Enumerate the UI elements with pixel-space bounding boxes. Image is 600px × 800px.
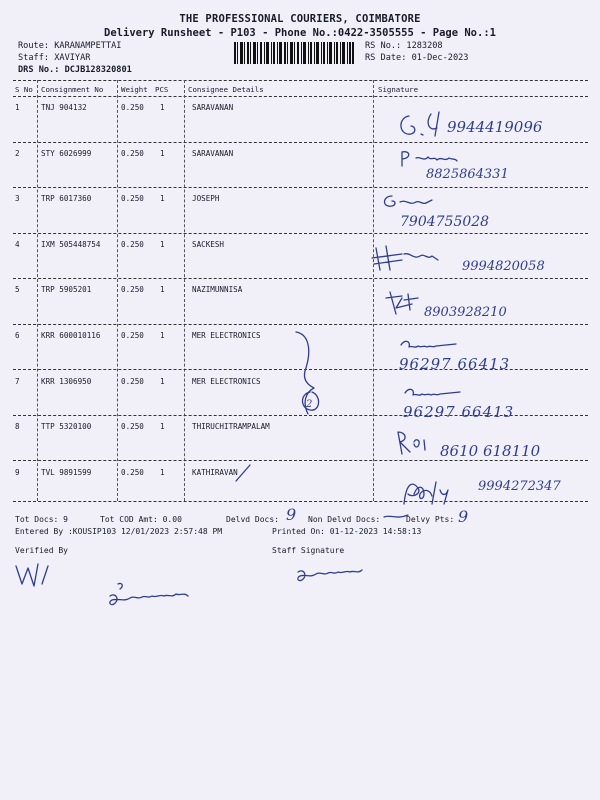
cell-weight: 0.250 <box>121 377 144 386</box>
cell-sno: 3 <box>15 194 20 203</box>
cell-consignment: TTP 5320100 <box>41 422 92 431</box>
svg-text:8610 618110: 8610 618110 <box>440 442 541 460</box>
cell-sno: 8 <box>15 422 20 431</box>
cell-consignment: TRP 5905201 <box>41 285 92 294</box>
header-sno: S No <box>15 85 33 94</box>
cell-consignee: SARAVANAN <box>192 149 234 158</box>
delvd-docs-label: Delvd Docs: <box>226 515 279 524</box>
cell-sno: 2 <box>15 149 20 158</box>
cell-pcs: 1 <box>160 468 165 477</box>
cell-consignee: SARAVANAN <box>192 103 234 112</box>
table-top-rule <box>13 80 588 81</box>
cell-consignee: NAZIMUNNISA <box>192 285 243 294</box>
cell-weight: 0.250 <box>121 240 144 249</box>
staff-label: Staff: XAVIYAR <box>18 53 91 63</box>
row-rule <box>13 278 588 279</box>
cell-sno: 6 <box>15 331 20 340</box>
cell-consignment: STY 6026999 <box>41 149 92 158</box>
col-divider <box>117 80 118 501</box>
cell-weight: 0.250 <box>121 468 144 477</box>
signature-row-8 <box>392 428 582 464</box>
cell-sno: 7 <box>15 377 20 386</box>
svg-text:9994820058: 9994820058 <box>462 259 545 274</box>
cell-pcs: 1 <box>160 331 165 340</box>
cell-pcs: 1 <box>160 285 165 294</box>
signature-row-6 <box>395 335 585 375</box>
signature-row-3 <box>378 192 578 232</box>
row-rule <box>13 324 588 325</box>
svg-text:9: 9 <box>458 507 469 526</box>
verified-signature <box>104 580 214 612</box>
header-weight: Weight <box>121 85 148 94</box>
svg-text:96297 66413: 96297 66413 <box>403 403 515 421</box>
tot-docs: Tot Docs: 9 <box>15 515 68 524</box>
svg-text:8903928210: 8903928210 <box>424 305 507 320</box>
cell-pcs: 1 <box>160 377 165 386</box>
signature-row-1 <box>395 108 595 142</box>
barcode <box>234 42 354 64</box>
cell-consignment: KRR 1306950 <box>41 377 92 386</box>
cell-weight: 0.250 <box>121 149 144 158</box>
cell-weight: 0.250 <box>121 103 144 112</box>
signature-row-5 <box>384 288 564 324</box>
cell-consignee: MER ELECTRONICS <box>192 331 261 340</box>
svg-text:96297 66413: 96297 66413 <box>399 355 511 373</box>
staff-signature-label: Staff Signature <box>272 546 345 555</box>
header-signature: Signature <box>378 85 419 94</box>
entered-by: Entered By :KOUSIP103 12/01/2023 2:57:48 PM <box>15 527 223 536</box>
delvy-pts-label: Delvy Pts: <box>406 515 455 524</box>
col-divider <box>373 80 374 501</box>
company-title: THE PROFESSIONAL COURIERS, COIMBATORE <box>179 13 421 25</box>
cell-pcs: 1 <box>160 240 165 249</box>
svg-text:9: 9 <box>286 505 297 524</box>
svg-text:9944419096: 9944419096 <box>447 118 543 136</box>
cell-weight: 0.250 <box>121 331 144 340</box>
svg-text:2: 2 <box>306 399 313 410</box>
header-bottom-rule <box>13 96 588 97</box>
bracket-annotation <box>292 328 332 418</box>
row-rule <box>13 233 588 234</box>
cell-sno: 9 <box>15 468 20 477</box>
col-divider <box>184 80 185 501</box>
row-rule <box>13 142 588 143</box>
cell-consignee: JOSEPH <box>192 194 220 203</box>
runsheet-title: Delivery Runsheet - P103 - Phone No.:0422-3505555 - Page No.:1 <box>104 27 496 39</box>
signature-row-2 <box>398 146 588 184</box>
staff-signature <box>294 564 374 586</box>
cell-sno: 4 <box>15 240 20 249</box>
cell-sno: 1 <box>15 103 20 112</box>
header-pcs: PCS <box>155 85 169 94</box>
cell-sno: 5 <box>15 285 20 294</box>
verified-initial <box>12 560 62 590</box>
strike-mark <box>232 463 254 483</box>
cell-consignee: SACKESH <box>192 240 225 249</box>
row-rule <box>13 187 588 188</box>
col-divider <box>37 80 38 501</box>
svg-text:7904755028: 7904755028 <box>400 214 490 230</box>
cell-consignment: TNJ 904132 <box>41 103 87 112</box>
cell-weight: 0.250 <box>121 422 144 431</box>
cell-consignment: IXM 505448754 <box>41 240 101 249</box>
tot-cod-amt: Tot COD Amt: 0.00 <box>100 515 182 524</box>
non-delvd-docs-label: Non Delvd Docs: <box>308 515 381 524</box>
signature-row-4 <box>370 240 590 276</box>
printed-on: Printed On: 01-12-2023 14:58:13 <box>272 527 422 536</box>
header-consignment: Consignment No <box>41 85 104 94</box>
cell-weight: 0.250 <box>121 285 144 294</box>
rs-number: RS No.: 1283208 <box>365 41 443 51</box>
cell-pcs: 1 <box>160 422 165 431</box>
signature-row-7 <box>395 383 585 423</box>
drs-number: DRS No.: DCJB128320801 <box>18 65 132 75</box>
cell-consignment: KRR 600010116 <box>41 331 101 340</box>
svg-text:8825864331: 8825864331 <box>426 167 509 182</box>
cell-pcs: 1 <box>160 103 165 112</box>
cell-consignee: MER ELECTRONICS <box>192 377 261 386</box>
route-label: Route: KARANAMPETTAI <box>18 41 122 51</box>
cell-consignee: THIRUCHITRAMPALAM <box>192 422 270 431</box>
cell-pcs: 1 <box>160 194 165 203</box>
cell-consignee: KATHIRAVAN <box>192 468 238 477</box>
svg-text:9994272347: 9994272347 <box>478 479 561 494</box>
verified-by-label: Verified By <box>15 546 68 555</box>
delvy-pts-handwritten <box>456 506 476 528</box>
header-consignee: Consignee Details <box>188 85 264 94</box>
cell-weight: 0.250 <box>121 194 144 203</box>
cell-consignment: TVL 9891599 <box>41 468 92 477</box>
cell-consignment: TRP 6017360 <box>41 194 92 203</box>
signature-row-9 <box>398 474 588 508</box>
delvd-docs-handwritten <box>284 504 304 526</box>
rs-date: RS Date: 01-Dec-2023 <box>365 53 469 63</box>
cell-pcs: 1 <box>160 149 165 158</box>
